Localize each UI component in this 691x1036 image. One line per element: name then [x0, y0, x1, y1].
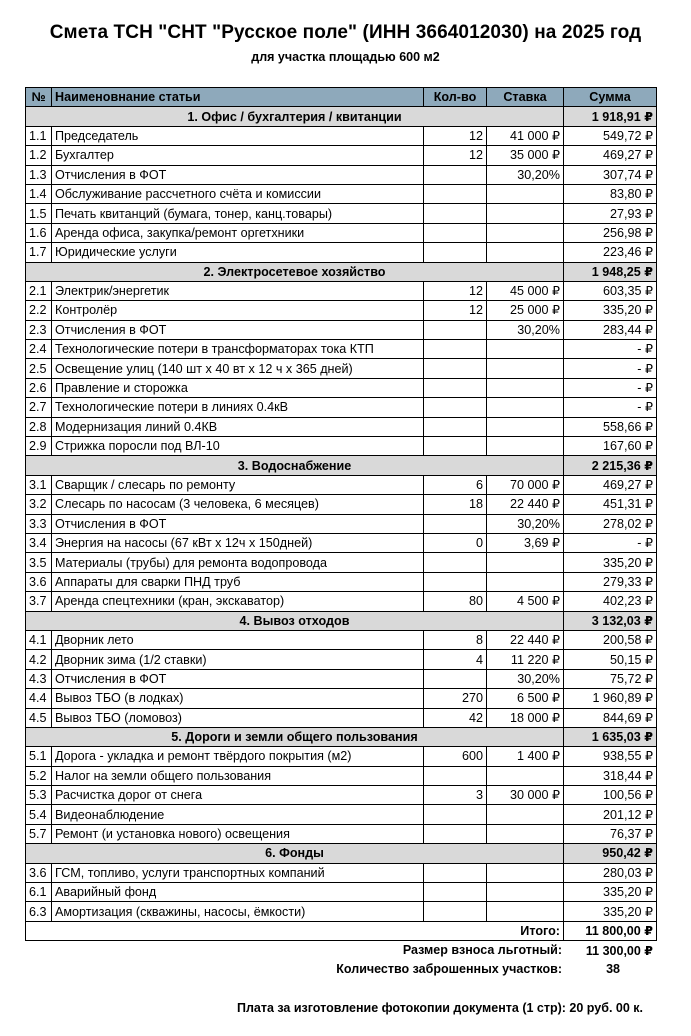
header-qty: Кол-во [424, 88, 487, 107]
table-row [26, 902, 657, 921]
row-name: Вывоз ТБО (в лодках) [52, 689, 424, 708]
row-name: Амортизация (скважины, насосы, ёмкости) [52, 902, 424, 921]
row-name: Ремонт (и установка нового) освещения [52, 824, 424, 843]
row-quantity: 42 [424, 708, 487, 727]
row-number: 1.6 [26, 223, 52, 242]
table-row [26, 204, 657, 223]
budget-table [25, 87, 657, 941]
row-quantity [424, 514, 487, 533]
row-sum: 100,56 ₽ [564, 786, 657, 805]
row-name: Аренда спецтехники (кран, экскаватор) [52, 592, 424, 611]
row-quantity: 3 [424, 786, 487, 805]
row-number: 2.8 [26, 417, 52, 436]
row-name: Энергия на насосы (67 кВт х 12ч х 150дней) [52, 533, 424, 552]
table-row [26, 417, 657, 436]
row-name: Аренда офиса, закупка/ремонт оргетхники [52, 223, 424, 242]
row-number: 2.5 [26, 359, 52, 378]
row-rate: 70 000 ₽ [487, 475, 564, 494]
table-row [26, 126, 657, 145]
row-quantity [424, 669, 487, 688]
total-row [26, 921, 657, 940]
row-sum: 318,44 ₽ [564, 766, 657, 785]
discount-label: Размер взноса льготный: [402, 943, 562, 957]
row-quantity [424, 165, 487, 184]
row-rate: 1 400 ₽ [487, 747, 564, 766]
section-row [26, 262, 657, 281]
table-row [26, 883, 657, 902]
row-name: Отчисления в ФОТ [52, 320, 424, 339]
row-rate: 30,20% [487, 514, 564, 533]
row-sum: 83,80 ₽ [564, 184, 657, 203]
table-row [26, 572, 657, 591]
row-sum: 307,74 ₽ [564, 165, 657, 184]
table-row [26, 184, 657, 203]
row-sum: 469,27 ₽ [564, 475, 657, 494]
table-row [26, 747, 657, 766]
row-number: 5.7 [26, 824, 52, 843]
row-number: 3.1 [26, 475, 52, 494]
row-sum: 451,31 ₽ [564, 495, 657, 514]
section-total: 3 132,03 ₽ [564, 611, 657, 630]
table-row [26, 301, 657, 320]
row-rate: 30,20% [487, 669, 564, 688]
row-name: Печать квитанций (бумага, тонер, канц.товары) [52, 204, 424, 223]
table-row [26, 243, 657, 262]
row-name: Отчисления в ФОТ [52, 669, 424, 688]
row-number: 4.4 [26, 689, 52, 708]
row-sum: 335,20 ₽ [564, 553, 657, 572]
table-header-row [26, 88, 657, 107]
abandoned-label: Количество заброшенных участков: [336, 962, 562, 976]
row-quantity: 12 [424, 146, 487, 165]
section-title: 3. Водоснабжение [26, 456, 564, 475]
row-number: 1.3 [26, 165, 52, 184]
row-sum: 402,23 ₽ [564, 592, 657, 611]
section-title: 5. Дороги и земли общего пользования [26, 727, 564, 746]
row-sum: 1 960,89 ₽ [564, 689, 657, 708]
table-row [26, 223, 657, 242]
row-sum: 167,60 ₽ [564, 437, 657, 456]
section-row [26, 611, 657, 630]
row-quantity: 12 [424, 126, 487, 145]
row-rate [487, 805, 564, 824]
table-row [26, 514, 657, 533]
row-number: 3.2 [26, 495, 52, 514]
table-row [26, 689, 657, 708]
row-rate: 4 500 ₽ [487, 592, 564, 611]
row-name: Председатель [52, 126, 424, 145]
row-sum: 200,58 ₽ [564, 630, 657, 649]
row-quantity: 4 [424, 650, 487, 669]
table-row [26, 437, 657, 456]
row-rate: 45 000 ₽ [487, 281, 564, 300]
footer-note: Плата за изготовление фотокопии документа (1 стр): 20 руб. 00 к. [236, 1001, 643, 1015]
row-quantity: 12 [424, 301, 487, 320]
row-quantity [424, 398, 487, 417]
row-rate [487, 184, 564, 203]
row-sum: 201,12 ₽ [564, 805, 657, 824]
row-number: 2.1 [26, 281, 52, 300]
row-sum: - ₽ [564, 340, 657, 359]
row-rate [487, 417, 564, 436]
row-sum: 256,98 ₽ [564, 223, 657, 242]
row-sum: - ₽ [564, 378, 657, 397]
row-number: 4.1 [26, 630, 52, 649]
row-quantity [424, 572, 487, 591]
section-row [26, 107, 657, 126]
row-sum: 549,72 ₽ [564, 126, 657, 145]
row-number: 2.6 [26, 378, 52, 397]
row-sum: 223,46 ₽ [564, 243, 657, 262]
row-name: Контролёр [52, 301, 424, 320]
row-number: 3.7 [26, 592, 52, 611]
row-rate: 35 000 ₽ [487, 146, 564, 165]
row-number: 5.2 [26, 766, 52, 785]
row-quantity [424, 766, 487, 785]
total-value: 11 800,00 ₽ [564, 921, 657, 940]
row-quantity: 270 [424, 689, 487, 708]
row-name: Электрик/энергетик [52, 281, 424, 300]
row-quantity: 80 [424, 592, 487, 611]
row-number: 3.6 [26, 863, 52, 882]
row-sum: - ₽ [564, 398, 657, 417]
row-quantity [424, 184, 487, 203]
row-rate: 6 500 ₽ [487, 689, 564, 708]
row-quantity: 18 [424, 495, 487, 514]
table-row [26, 805, 657, 824]
table-row [26, 824, 657, 843]
row-quantity [424, 883, 487, 902]
table-row [26, 708, 657, 727]
section-total: 1 635,03 ₽ [564, 727, 657, 746]
row-name: Модернизация линий 0.4КВ [52, 417, 424, 436]
row-name: Расчистка дорог от снега [52, 786, 424, 805]
row-quantity: 8 [424, 630, 487, 649]
row-number: 2.7 [26, 398, 52, 417]
row-rate: 30,20% [487, 320, 564, 339]
document-subtitle: для участка площадью 600 м2 [251, 50, 440, 64]
row-quantity [424, 320, 487, 339]
row-rate: 30 000 ₽ [487, 786, 564, 805]
row-quantity [424, 902, 487, 921]
row-name: Сварщик / слесарь по ремонту [52, 475, 424, 494]
row-sum: 76,37 ₽ [564, 824, 657, 843]
row-number: 1.2 [26, 146, 52, 165]
table-row [26, 378, 657, 397]
row-rate: 30,20% [487, 165, 564, 184]
table-row [26, 786, 657, 805]
row-number: 2.3 [26, 320, 52, 339]
row-sum: 603,35 ₽ [564, 281, 657, 300]
row-name: Технологические потери в трансформаторах тока КТП [52, 340, 424, 359]
row-quantity: 12 [424, 281, 487, 300]
row-rate [487, 204, 564, 223]
header-rate: Ставка [487, 88, 564, 107]
row-number: 5.4 [26, 805, 52, 824]
row-number: 3.4 [26, 533, 52, 552]
row-sum: 938,55 ₽ [564, 747, 657, 766]
row-sum: 50,15 ₽ [564, 650, 657, 669]
row-number: 3.5 [26, 553, 52, 572]
table-row [26, 359, 657, 378]
row-name: Отчисления в ФОТ [52, 165, 424, 184]
row-name: Отчисления в ФОТ [52, 514, 424, 533]
row-rate [487, 243, 564, 262]
row-quantity [424, 805, 487, 824]
header-sum: Сумма [564, 88, 657, 107]
table-row [26, 320, 657, 339]
total-label: Итого: [26, 921, 564, 940]
row-rate [487, 359, 564, 378]
row-sum: 469,27 ₽ [564, 146, 657, 165]
row-name: Вывоз ТБО (ломовоз) [52, 708, 424, 727]
row-number: 3.6 [26, 572, 52, 591]
row-rate [487, 883, 564, 902]
section-total: 950,42 ₽ [564, 844, 657, 863]
row-rate [487, 398, 564, 417]
row-number: 1.5 [26, 204, 52, 223]
row-number: 2.9 [26, 437, 52, 456]
discount-value: 11 300,00 ₽ [585, 944, 653, 958]
row-sum: 283,44 ₽ [564, 320, 657, 339]
row-quantity [424, 863, 487, 882]
table-row [26, 340, 657, 359]
row-quantity [424, 553, 487, 572]
row-sum: 558,66 ₽ [564, 417, 657, 436]
table-row [26, 146, 657, 165]
section-total: 2 215,36 ₽ [564, 456, 657, 475]
row-name: Дворник лето [52, 630, 424, 649]
row-sum: - ₽ [564, 359, 657, 378]
row-name: Стрижка поросли под ВЛ-10 [52, 437, 424, 456]
row-name: Технологические потери в линиях 0.4кВ [52, 398, 424, 417]
row-number: 5.3 [26, 786, 52, 805]
row-name: Дорога - укладка и ремонт твёрдого покрытия (м2) [52, 747, 424, 766]
row-sum: 75,72 ₽ [564, 669, 657, 688]
header-name: Наименовнание статьи [52, 88, 424, 107]
row-name: Освещение улиц (140 шт х 40 вт х 12 ч х 365 дней) [52, 359, 424, 378]
row-name: ГСМ, топливо, услуги транспортных компаний [52, 863, 424, 882]
row-number: 6.1 [26, 883, 52, 902]
row-rate [487, 766, 564, 785]
table-row [26, 165, 657, 184]
row-rate: 3,69 ₽ [487, 533, 564, 552]
row-quantity [424, 223, 487, 242]
row-number: 2.2 [26, 301, 52, 320]
row-name: Правление и сторожка [52, 378, 424, 397]
row-name: Обслуживание рассчетного счёта и комиссии [52, 184, 424, 203]
table-row [26, 533, 657, 552]
row-number: 4.2 [26, 650, 52, 669]
row-rate: 18 000 ₽ [487, 708, 564, 727]
row-number: 1.1 [26, 126, 52, 145]
row-name: Дворник зима (1/2 ставки) [52, 650, 424, 669]
row-quantity [424, 378, 487, 397]
row-number: 4.3 [26, 669, 52, 688]
row-number: 1.4 [26, 184, 52, 203]
row-sum: 278,02 ₽ [564, 514, 657, 533]
section-title: 2. Электросетевое хозяйство [26, 262, 564, 281]
row-rate: 11 220 ₽ [487, 650, 564, 669]
row-name: Бухгалтер [52, 146, 424, 165]
row-rate [487, 902, 564, 921]
row-sum: - ₽ [564, 533, 657, 552]
row-number: 6.3 [26, 902, 52, 921]
section-total: 1 918,91 ₽ [564, 107, 657, 126]
row-name: Налог на земли общего пользования [52, 766, 424, 785]
row-rate [487, 863, 564, 882]
table-row [26, 630, 657, 649]
row-number: 1.7 [26, 243, 52, 262]
table-row [26, 475, 657, 494]
row-quantity: 0 [424, 533, 487, 552]
row-rate [487, 340, 564, 359]
row-name: Аппараты для сварки ПНД труб [52, 572, 424, 591]
row-quantity [424, 340, 487, 359]
section-row [26, 456, 657, 475]
row-rate [487, 553, 564, 572]
row-sum: 335,20 ₽ [564, 301, 657, 320]
row-quantity [424, 359, 487, 378]
table-row [26, 495, 657, 514]
row-rate [487, 378, 564, 397]
header-num: № [26, 88, 52, 107]
section-row [26, 727, 657, 746]
document-title: Смета ТСН "СНТ "Русское поле" (ИНН 3664012030) на 2025 год [49, 22, 642, 43]
row-name: Видеонаблюдение [52, 805, 424, 824]
row-rate [487, 824, 564, 843]
row-rate: 41 000 ₽ [487, 126, 564, 145]
row-sum: 27,93 ₽ [564, 204, 657, 223]
row-sum: 844,69 ₽ [564, 708, 657, 727]
section-title: 6. Фонды [26, 844, 564, 863]
row-name: Юридические услуги [52, 243, 424, 262]
table-row [26, 863, 657, 882]
table-row [26, 650, 657, 669]
row-number: 3.3 [26, 514, 52, 533]
row-number: 5.1 [26, 747, 52, 766]
row-rate [487, 437, 564, 456]
row-name: Слесарь по насосам (3 человека, 6 месяцев) [52, 495, 424, 514]
section-title: 1. Офис / бухгалтерия / квитанции [26, 107, 564, 126]
table-row [26, 553, 657, 572]
row-sum: 335,20 ₽ [564, 902, 657, 921]
row-quantity [424, 417, 487, 436]
row-number: 4.5 [26, 708, 52, 727]
section-row [26, 844, 657, 863]
row-quantity: 6 [424, 475, 487, 494]
row-sum: 335,20 ₽ [564, 883, 657, 902]
row-sum: 279,33 ₽ [564, 572, 657, 591]
row-name: Аварийный фонд [52, 883, 424, 902]
section-title: 4. Вывоз отходов [26, 611, 564, 630]
row-quantity [424, 824, 487, 843]
table-row [26, 281, 657, 300]
row-rate [487, 223, 564, 242]
row-quantity [424, 204, 487, 223]
row-rate: 22 440 ₽ [487, 630, 564, 649]
row-name: Материалы (трубы) для ремонта водопровода [52, 553, 424, 572]
row-rate [487, 572, 564, 591]
abandoned-value: 38 [606, 962, 620, 976]
section-total: 1 948,25 ₽ [564, 262, 657, 281]
row-number: 2.4 [26, 340, 52, 359]
table-row [26, 766, 657, 785]
table-row [26, 669, 657, 688]
row-sum: 280,03 ₽ [564, 863, 657, 882]
row-quantity [424, 243, 487, 262]
row-rate: 22 440 ₽ [487, 495, 564, 514]
row-quantity: 600 [424, 747, 487, 766]
budget-body [26, 107, 657, 921]
row-quantity [424, 437, 487, 456]
table-row [26, 398, 657, 417]
table-row [26, 592, 657, 611]
row-rate: 25 000 ₽ [487, 301, 564, 320]
